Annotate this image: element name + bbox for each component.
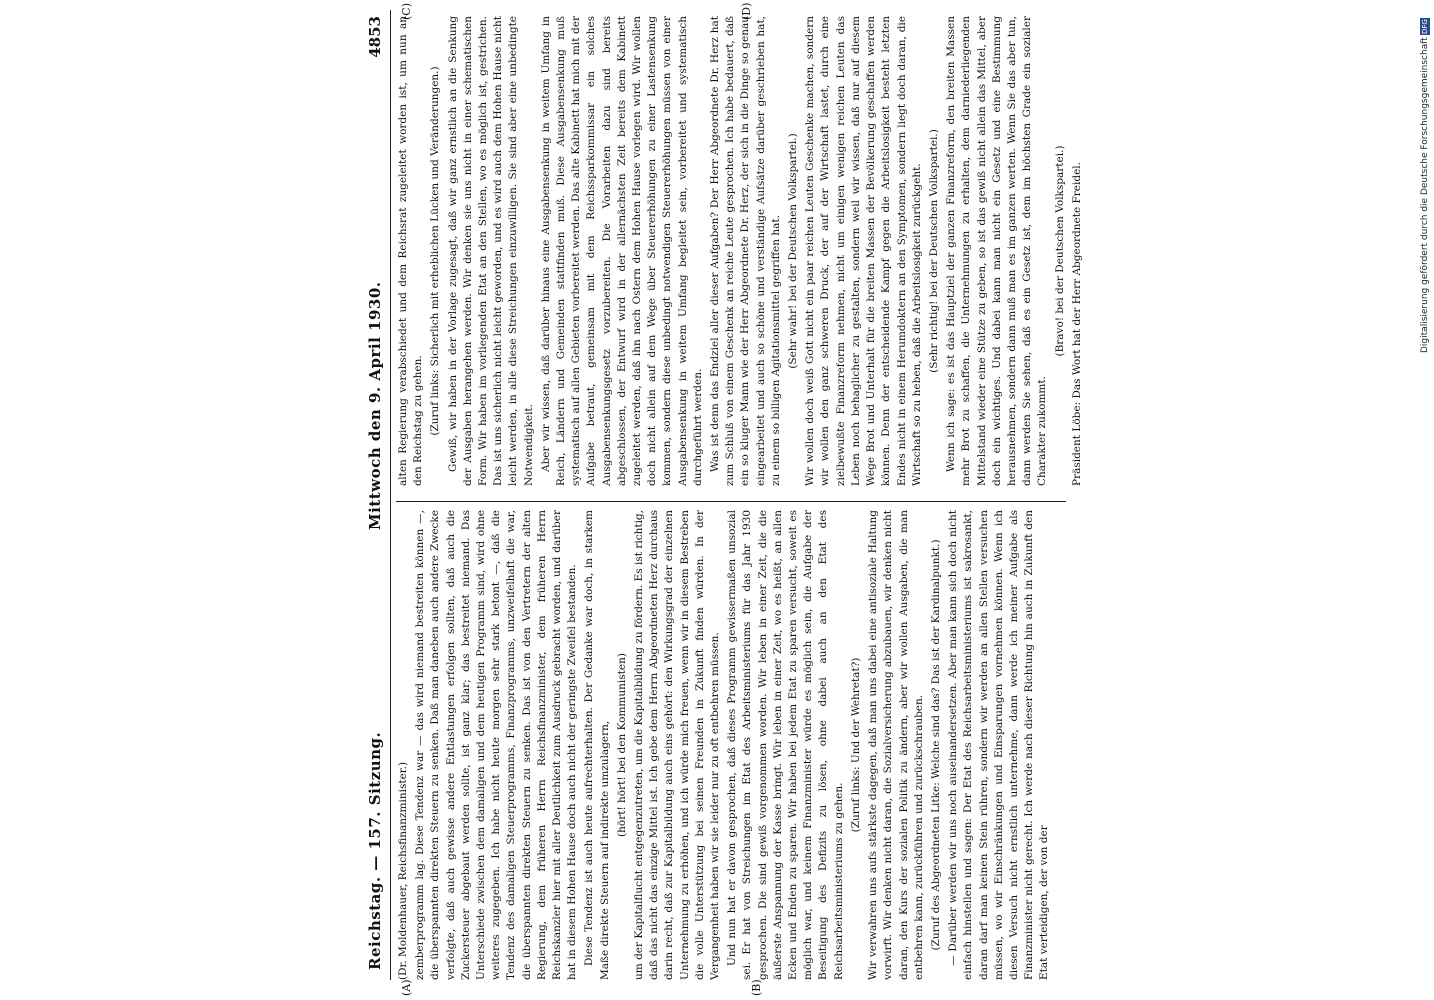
paragraph: (Dr. Moldenhauer, Reichsfinanzminister.) <box>397 761 409 980</box>
text-column-right <box>396 16 1083 486</box>
header-rule <box>390 10 391 980</box>
header-session: Reichstag. — 157. Sitzung. <box>366 731 384 970</box>
dfg-logo: DFG <box>1421 19 1429 34</box>
paragraph: Wir verwahren uns aufs stärkste dagegen, daß man uns dabei eine antisoziale Haltung vorwirft. Wir denken nicht daran, die Sozialversicherung abzubauen, wir denken nicht daran, den Kurs der sozialen Politik zu ändern, aber wir wollen Ausgaben, die man entbehren kann, zurückführen und zurückschrauben. <box>867 510 925 980</box>
margin-marker-b: (B) <box>750 979 763 996</box>
header-date: Mittwoch den 9. April 1930. <box>366 281 384 530</box>
paragraph: Und nun hat er davon gesprochen, daß dieses Programm gewissermaßen unsozial sei. Er hat von Streichungen im Etat des Arbeitsministeriums für das Jahr 1930 gesprochen. Die sind gewiß vorgenommen worden. Wir leben in einer Zeit, die die äußerste Anspannung der Kasse bringt. Wir leben in einer Zeit, wo es heißt, an allen Ecken und Enden zu sparen. Wir haben bei jedem Etat zu sparen versucht, soweit es möglich war, und keinem Finanzminister würde es möglich sein, die Aufgabe der Beseitigung des Defizits zu lösen, ohne dabei auch an den Etat des Reichsarbeitsministeriums zu gehen. <box>726 510 845 980</box>
margin-marker-d: (D) <box>740 2 753 20</box>
paragraph: alten Regierung verabschiedet und dem Reichsrat zugeleitet worden ist, um nun an den Reichstag zu gehen. <box>397 16 425 486</box>
paragraph: (Zuruf links: Sicherlich mit erheblichen Lücken und Veränderungen.) <box>429 66 442 436</box>
paragraph: Wenn ich sage: es ist das Hauptziel der ganzen Finanzreform, den breiten Massen mehr Brot zu schaffen, die Unternehmungen zu erhalten, dem darniederliegenden Mittelstand wieder eine Stütze zu geben, so ist das gewiß nicht allein das Mittel, aber doch ein wichtiges. Und dabei kann man nicht ein Gesetz und eine Bestimmung herausnehmen, sondern dann muß man es im ganzen werten. Wenn Sie das aber tun, dann werden Sie sehen, daß es ein Gesetz ist, dem im höchsten Grade ein sozialer Charakter zukommt. <box>945 16 1049 486</box>
margin-marker-a: (A) <box>400 979 413 996</box>
paragraph: (hört! hört! bei den Kommunisten) <box>615 653 628 837</box>
paragraph: Gewiß, wir haben in der Vorlage zugesagt, daß wir ganz ernstlich an die Senkung der Ausgaben herangehen werden. Wir denken sie uns nicht in einer schematischen Form. Wir haben im vorliegenden Etat an den Stellen, wo es möglich ist, gestrichen. Das ist uns sicherlich nicht leicht geworden, und es wird auch dem Hohen Hause nicht leicht werden, in alle diese Streichungen einzuwilligen. Sie sind aber eine unbedingte Notwendigkeit. <box>446 16 535 486</box>
text-column-left <box>396 510 1071 980</box>
paragraph: (Zuruf des Abgeordneten Litke: Welche sind das? Das ist der Kardinalpunkt.) <box>929 539 942 951</box>
paragraph: (Zuruf links: Und der Wehretat?) <box>849 657 862 833</box>
paragraph: Aber wir wissen, daß darüber hinaus eine Ausgabensenkung in weitem Umfang in Reich, Ländern und Gemeinden stattfinden muß. Diese Ausgabensenkung muß systematisch auf allen Gebieten vorbereitet werden. Das alte Kabinett hat mich mit der Aufgabe betraut, gemeinsam mit dem Reichssparkommissar ein solches Ausgabensenkungsgesetz vorzubereiten. Die Vorarbeiten dazu sind bereits abgeschlossen, der Entwurf wird in der allernächsten Zeit bereits dem Kabinett zugeleitet werden, daß ihn nach Ostern dem Hohen Hause vorlegen wird. Wir wollen doch nicht allein auf dem Wege über Steuererhöhungen zu einer Lastensenkung kommen, sondern diese unbedingt notwendigen Steuererhöhungen müssen von einer Ausgabensenkung in weitem Umfang begleitet sein, vorbereitet und systematisch durchgeführt werden. <box>539 16 704 486</box>
margin-marker-c: (C) <box>400 3 413 20</box>
paragraph: — Darüber werden wir uns noch auseinandersetzen. Aber man kann sich doch nicht einfach hinstellen und sagen: Der Etat des Reichsarbeitsministeriums ist sakrosankt, daran darf man keinen Stein rühren, sondern wir werden an allen Stellen versuchen müssen, wo wir Einschränkungen und Einsparungen vornehmen können. Wenn ich diesen Versuch nicht ernstlich unternehme, dann werde ich meiner Aufgabe als Finanzminister nicht gerecht. Ich werde nach dieser Richtung hin auch in Zukunft den Etat verteidigen, der von der <box>947 510 1051 980</box>
paragraph: Was ist denn das Endziel aller dieser Aufgaben? Der Herr Abgeordnete Dr. Herz hat zum Schluß von einem Geschenk an reiche Leute gesprochen. Ich habe bedauert, daß ein so kluger Mann wie der Herr Abgeordnete Dr. Herz, der sich in die Dinge so genau eingearbeitet und auch so schöne und verständige Aufsätze darüber geschrieben hat, zu einem so billigen Agitationsmittel gegriffen hat. <box>709 16 782 486</box>
paragraph: Wir wollen doch weiß Gott nicht ein paar reichen Leuten Geschenke machen, sondern wir wollen den ganz schweren Druck, der auf der Wirtschaft lastet, durch eine zielbewußte Finanzreform nehmen, nicht um einigen wenigen reichen Leuten das Leben noch behaglicher zu gestalten, sondern weil wir wissen, daß nur auf diesem Wege Brot und Unterhalt für die breiten Massen der Bevölkerung geschaffen werden können. Denn der entscheidende Kampf gegen die Arbeitslosigkeit besteht letzten Endes nicht in einem Herumdoktern an den Symptomen, sondern liegt doch daran, die Wirtschaft so zu heben, daß die Arbeitslosigkeit zurückgeht. <box>804 16 923 486</box>
rotated-page <box>360 0 1083 1000</box>
paragraph: Diese Tendenz ist auch heute aufrechterhalten. Der Gedanke war doch, in starkem Maße direkte Steuern auf indirekte umzulagern, <box>583 510 611 980</box>
digitization-credit <box>1416 8 1434 998</box>
paragraph: (Sehr wahr! bei der Deutschen Volkspartei.) <box>787 133 800 369</box>
page-header <box>360 0 388 1000</box>
paragraph: (Bravo! bei der Deutschen Volkspartei.) <box>1053 145 1066 357</box>
credit-text: Digitalisierung gefördert durch die Deutsche Forschungsgemeinschaft <box>1420 37 1430 354</box>
page-number: 4853 <box>366 16 384 58</box>
paragraph: um der Kapitalflucht entgegenzutreten, um die Kapitalbildung zu fördern. Es ist richtig, daß das nicht das einzige Mittel ist. Ich gebe dem Herrn Abgeordneten Herz durchaus darin recht, daß zur Kapitalbildung auch eins gehört: den Wirkungsgrad der einzelnen Unternehmung zu erhöhen, und ich würde mich freuen, wenn wir in diesem Bestreben die volle Unterstützung bei seinen Freunden in Zukunft finden würden. In der Vergangenheit haben wir sie leider nur zu oft entbehren müssen. <box>633 510 722 980</box>
paragraph: (Sehr richtig! bei der Deutschen Volkspartei.) <box>927 129 940 373</box>
column-divider <box>396 501 1066 502</box>
paragraph: zemberprogramm lag. Diese Tendenz war — das wird niemand bestreiten können —, die überspannten direkten Steuern zu senken. Daß man daneben auch andere Zwecke verfolgte, daß auch gewisse andere Entlastungen erfolgen sollten, daß auch die Zuckersteuer abgebaut werden sollte, ist ganz klar; das bestreitet niemand. Das Unterschiede zwischen dem damaligen und dem heutigen Programm sind, wird ohne weiteres zugegeben. Ich habe nicht heute morgen sehr stark betont —, daß die Tendenz des damaligen Steuerprogramms, Finanzprogramms, unzweifelhaft die war, die überspannten direkten Steuern zu senken. Das ist von den Vertretern der alten Regierung, dem früheren Herrn Reichsfinanzminister, dem früheren Herrn Reichskanzler hier mit aller Deutlichkeit zum Ausdruck gebracht worden, und darüber hat in diesem Hohen Hause doch auch nicht der geringste Zweifel bestanden. <box>414 510 579 980</box>
paragraph: Präsident Löbe: Das Wort hat der Herr Abgeordnete Freidel. <box>1070 161 1083 486</box>
